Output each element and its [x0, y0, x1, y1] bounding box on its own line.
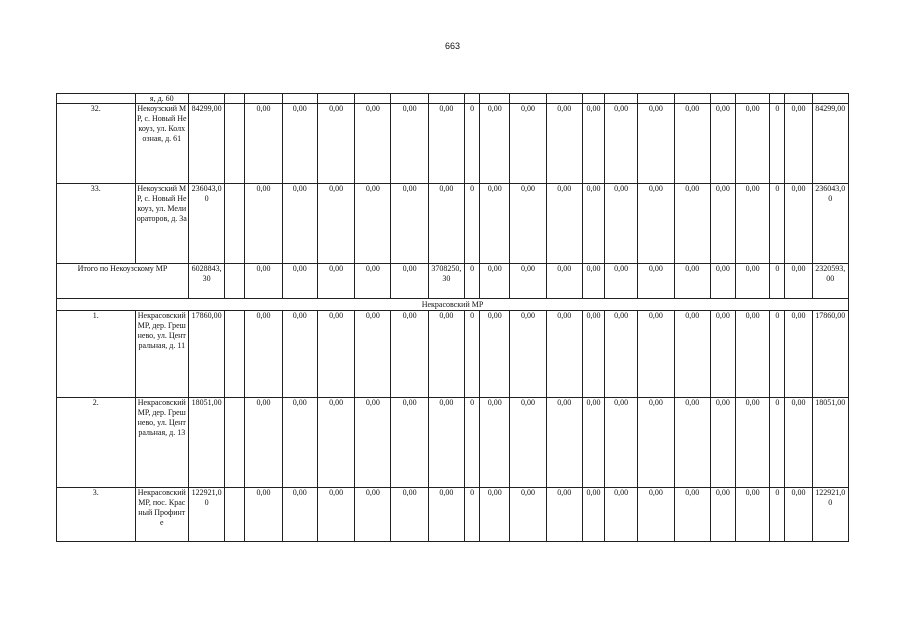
- value-cell: 0: [465, 104, 480, 184]
- value-cell: 0,00: [582, 264, 604, 299]
- value-cell: 0,00: [282, 488, 317, 542]
- value-cell: 0,00: [510, 184, 546, 264]
- value-cell: 0,00: [710, 184, 735, 264]
- table-row: [57, 311, 849, 398]
- value-cell: 0,00: [582, 184, 604, 264]
- row-number-cell: 33.: [57, 184, 136, 264]
- row-number-cell: 1.: [57, 311, 136, 398]
- data-table: [56, 93, 849, 542]
- value-cell: 0,00: [736, 264, 770, 299]
- value-cell: 0,00: [605, 264, 638, 299]
- value-cell: 0,00: [428, 488, 464, 542]
- value-cell: 0,00: [317, 398, 354, 488]
- table-row: [57, 104, 849, 184]
- continuation-row: [57, 94, 849, 104]
- value-cell: 0: [465, 264, 480, 299]
- value-cell: 0,00: [317, 264, 354, 299]
- address-cell: Некрасовский МР, дер. Грешнево, ул. Центральная, д. 11: [135, 311, 188, 398]
- value-cell: 0,00: [355, 311, 391, 398]
- final-amount-cell: 84299,00: [812, 104, 848, 184]
- value-cell: 0,00: [428, 184, 464, 264]
- total-cost-cell: 236043,00: [188, 184, 224, 264]
- value-cell: 0,00: [605, 398, 638, 488]
- value-cell: 0,00: [391, 184, 428, 264]
- address-cell: Некоузский МР, с. Новый Некоуз, ул. Мелиораторов, д. 3а: [135, 184, 188, 264]
- total-cost-cell: 6028843,30: [188, 264, 224, 299]
- section-header-row: [57, 299, 849, 311]
- value-cell: 0,00: [282, 184, 317, 264]
- value-cell: 0,00: [710, 264, 735, 299]
- value-cell: 0,00: [428, 398, 464, 488]
- value-cell: 0,00: [245, 488, 282, 542]
- value-cell: 0,00: [282, 311, 317, 398]
- value-cell: 0,00: [510, 104, 546, 184]
- address-cell: Некрасовский МР, пос. Красный Профинте: [135, 488, 188, 542]
- final-amount-cell: 2320593,00: [812, 264, 848, 299]
- empty-cell: [225, 311, 245, 398]
- value-cell: 0,00: [638, 104, 674, 184]
- value-cell: 0,00: [605, 104, 638, 184]
- value-cell: 0,00: [317, 311, 354, 398]
- value-cell: 0,00: [245, 104, 282, 184]
- final-amount-cell: 18051,00: [812, 398, 848, 488]
- value-cell: 0,00: [428, 311, 464, 398]
- total-cost-cell: 18051,00: [188, 398, 224, 488]
- value-cell: 0,00: [582, 398, 604, 488]
- total-label-cell: Итого по Некоузскому МР: [57, 264, 189, 299]
- value-cell: 0,00: [355, 264, 391, 299]
- row-number-cell: 32.: [57, 104, 136, 184]
- value-cell: 0,00: [245, 311, 282, 398]
- value-cell: 0,00: [736, 104, 770, 184]
- value-cell: 0,00: [785, 264, 812, 299]
- value-cell: 0: [770, 184, 785, 264]
- table-row: [57, 184, 849, 264]
- empty-cell: [225, 264, 245, 299]
- value-cell: 0,00: [674, 104, 710, 184]
- value-cell: 0,00: [510, 311, 546, 398]
- value-cell: 0,00: [546, 398, 582, 488]
- value-cell: 0,00: [674, 311, 710, 398]
- value-cell: 0,00: [480, 184, 510, 264]
- value-cell: 0,00: [317, 488, 354, 542]
- value-cell: 0,00: [582, 488, 604, 542]
- value-cell: 0,00: [674, 184, 710, 264]
- value-cell: 0,00: [355, 184, 391, 264]
- address-cell: Некоузский МР, с. Новый Некоуз, ул. Колхозная, д. 61: [135, 104, 188, 184]
- value-cell: 0: [465, 488, 480, 542]
- value-cell: 0,00: [785, 488, 812, 542]
- value-cell: 0: [465, 184, 480, 264]
- value-cell: 0,00: [317, 184, 354, 264]
- value-cell: 0,00: [546, 264, 582, 299]
- value-cell: 0: [465, 311, 480, 398]
- value-cell: 0: [770, 398, 785, 488]
- value-cell: 0,00: [638, 184, 674, 264]
- value-cell: 0,00: [480, 398, 510, 488]
- value-cell: 0,00: [785, 311, 812, 398]
- value-cell: 0,00: [391, 311, 428, 398]
- empty-cell: [225, 104, 245, 184]
- table-body: [57, 94, 849, 542]
- total-cost-cell: 17860,00: [188, 311, 224, 398]
- address-cell: я, д. 60: [135, 94, 188, 104]
- value-cell: 0,00: [638, 488, 674, 542]
- value-cell: 0,00: [736, 398, 770, 488]
- value-cell: 0,00: [510, 488, 546, 542]
- section-header: Некрасовский МР: [57, 299, 849, 311]
- value-cell: 0,00: [282, 104, 317, 184]
- value-cell: 0: [770, 264, 785, 299]
- value-cell: 0,00: [638, 398, 674, 488]
- value-cell: 0,00: [245, 398, 282, 488]
- value-cell: 0,00: [736, 488, 770, 542]
- value-cell: 0,00: [510, 264, 546, 299]
- empty-cell: [225, 398, 245, 488]
- final-amount-cell: 122921,00: [812, 488, 848, 542]
- value-cell: 0,00: [282, 264, 317, 299]
- row-number-cell: 3.: [57, 488, 136, 542]
- final-amount-cell: 17860,00: [812, 311, 848, 398]
- address-cell: Некрасовский МР, дер. Грешнево, ул. Центральная, д. 13: [135, 398, 188, 488]
- value-cell: 0,00: [605, 311, 638, 398]
- total-cost-cell: 122921,00: [188, 488, 224, 542]
- value-cell: 0,00: [674, 488, 710, 542]
- value-cell: 0,00: [355, 104, 391, 184]
- value-cell: 0,00: [317, 104, 354, 184]
- value-cell: 0,00: [480, 104, 510, 184]
- value-cell: 0,00: [391, 488, 428, 542]
- table-row: [57, 488, 849, 542]
- value-cell: 0,00: [785, 398, 812, 488]
- table-row: [57, 398, 849, 488]
- value-cell: 0,00: [546, 184, 582, 264]
- value-cell: 0,00: [582, 311, 604, 398]
- total-row: [57, 264, 849, 299]
- final-amount-cell: 236043,00: [812, 184, 848, 264]
- value-cell: 0,00: [510, 398, 546, 488]
- empty-cell: [225, 184, 245, 264]
- value-cell: 0,00: [605, 184, 638, 264]
- value-cell: 0,00: [355, 398, 391, 488]
- value-cell: 0,00: [736, 184, 770, 264]
- value-cell: 0: [465, 398, 480, 488]
- value-cell: 0,00: [546, 311, 582, 398]
- value-cell: 0,00: [710, 311, 735, 398]
- value-cell: 0,00: [736, 311, 770, 398]
- value-cell: 0,00: [282, 398, 317, 488]
- value-cell: 0,00: [674, 398, 710, 488]
- value-cell: 0,00: [638, 264, 674, 299]
- value-cell: 0,00: [480, 488, 510, 542]
- value-cell: 0,00: [428, 104, 464, 184]
- value-cell: 0,00: [245, 264, 282, 299]
- value-cell: 0,00: [674, 264, 710, 299]
- value-cell: 0,00: [710, 398, 735, 488]
- row-number-cell: 2.: [57, 398, 136, 488]
- value-cell: 0,00: [638, 311, 674, 398]
- value-cell: 0,00: [546, 488, 582, 542]
- value-cell: 0: [770, 104, 785, 184]
- value-cell: 0,00: [582, 104, 604, 184]
- empty-cell: [225, 488, 245, 542]
- value-cell: 0,00: [480, 311, 510, 398]
- value-cell: 0,00: [391, 264, 428, 299]
- value-cell: 0,00: [355, 488, 391, 542]
- value-cell: 0,00: [391, 398, 428, 488]
- page-number: 663: [444, 41, 461, 51]
- value-cell: 0,00: [391, 104, 428, 184]
- value-cell: 3708250,30: [428, 264, 464, 299]
- value-cell: 0,00: [710, 488, 735, 542]
- value-cell: 0: [770, 488, 785, 542]
- value-cell: 0,00: [785, 184, 812, 264]
- value-cell: 0,00: [605, 488, 638, 542]
- total-cost-cell: 84299,00: [188, 104, 224, 184]
- value-cell: 0,00: [785, 104, 812, 184]
- value-cell: 0,00: [480, 264, 510, 299]
- value-cell: 0,00: [245, 184, 282, 264]
- value-cell: 0: [770, 311, 785, 398]
- value-cell: 0,00: [710, 104, 735, 184]
- value-cell: 0,00: [546, 104, 582, 184]
